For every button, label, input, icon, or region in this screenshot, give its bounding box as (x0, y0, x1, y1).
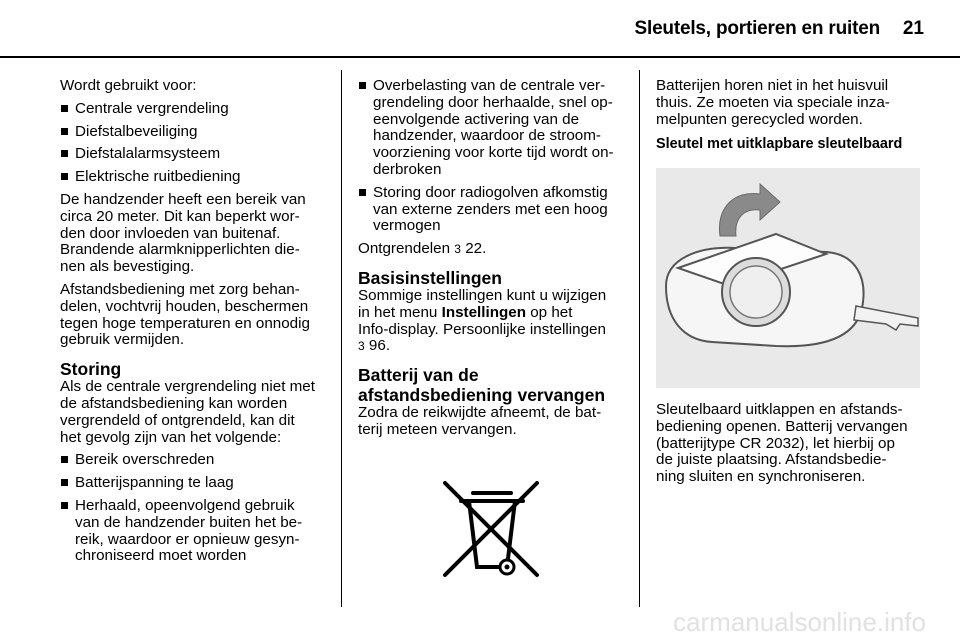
text-line: Herhaald, opeenvolgend gebruik (75, 496, 295, 514)
list-item-label: Bereik overschreden (75, 451, 215, 469)
bullet-icon (61, 128, 68, 135)
list-item-label: Diefstalalarmsysteem (75, 145, 221, 163)
list-item-label: Elektrische ruitbediening (75, 168, 241, 186)
storing-heading: Storing (60, 359, 122, 380)
text-line: Storing door radiogolven afkomstig (373, 183, 608, 201)
text-line: Overbelasting van de centrale ver- (373, 77, 606, 94)
text-line: derbroken (373, 160, 442, 178)
column-divider-2 (639, 70, 640, 607)
text-line: de juiste plaatsing. Afstandsbedie- (656, 451, 887, 469)
bullet-icon (61, 173, 68, 180)
page-ref-link[interactable]: 96. (368, 337, 391, 355)
folding-key-illustration (656, 168, 920, 388)
text-line: reik, waardoor er opnieuw gesyn- (75, 530, 300, 548)
text-line: melpunten gerecycled worden. (656, 110, 863, 128)
text-line: Sommige instellingen kunt u wijzigen (358, 286, 607, 304)
basis-heading: Basisinstellingen (358, 267, 502, 288)
text-line: vergrendeld of ontgrendeld, kan dit (60, 411, 295, 429)
column-3-lower (656, 402, 922, 492)
care-paragraph (60, 282, 326, 349)
intro-text: Wordt gebruikt voor: (60, 77, 197, 94)
battery-heading (358, 365, 624, 405)
page-ref-arrow-icon: 3 (454, 242, 461, 257)
list-item (60, 452, 326, 469)
ontgrendelen-ref (358, 241, 624, 258)
column-2 (358, 78, 624, 445)
text-line: De handzender heeft een bereik van (60, 190, 306, 208)
text-line: Sleutelbaard uitklappen en afstands- (656, 401, 903, 418)
text-line: delen, vochtvrij houden, beschermen (60, 297, 309, 315)
text-line: circa 20 meter. Dit kan beperkt wor- (60, 207, 300, 225)
text-line: eenvolgende activering van de (373, 110, 580, 128)
text-line: chroniseerd moet worden (75, 547, 247, 565)
list-item (60, 124, 326, 141)
text-line (358, 305, 624, 322)
text-line: het gevolg zijn van het volgende: (60, 428, 282, 446)
column-3 (656, 78, 922, 153)
list-item (60, 146, 326, 163)
text-line: voorziening voor korte tijd wordt on- (373, 144, 614, 162)
storing-paragraph (60, 379, 326, 446)
page-header (0, 0, 960, 40)
bullet-icon (359, 189, 366, 196)
list-item-label: Centrale vergrendeling (75, 99, 229, 117)
recycle-paragraph (656, 78, 922, 128)
text-fragment: in het menu (358, 303, 442, 321)
text-line: Brandende alarmknipperlichten die- (60, 241, 300, 259)
instructions-paragraph (656, 402, 922, 486)
page-number: 21 (902, 18, 924, 39)
text-line: Ontgrendelen (358, 240, 451, 258)
text-line: Afstandsbediening met zorg behan- (60, 280, 300, 298)
text-line: de afstandsbediening kan worden (60, 394, 288, 412)
bullet-icon (61, 479, 68, 486)
text-line: den door invloeden van buitenaf. (60, 224, 281, 242)
page-title: Sleutels, portieren en ruiten (634, 18, 880, 39)
battery-paragraph (358, 405, 624, 439)
bullet-icon (61, 105, 68, 112)
page-ref-link[interactable]: 22. (465, 240, 487, 258)
list-item (358, 78, 624, 179)
text-line: bediening openen. Batterij vervangen (656, 417, 908, 435)
text-line: vermogen (373, 217, 441, 235)
text-line: tegen hoge temperaturen en onnodig (60, 314, 310, 332)
list-item-label: Diefstalbeveiliging (75, 122, 198, 140)
text-line: Batterijen horen niet in het huisvuil (656, 77, 889, 94)
text-line: gebruik vermijden. (60, 331, 185, 349)
list-item (60, 498, 326, 565)
text-line: van externe zenders met een hoog (373, 200, 608, 218)
crossed-out-bin-icon (437, 475, 547, 585)
text-fragment: op het (525, 303, 573, 321)
range-paragraph (60, 192, 326, 276)
text-line: thuis. Ze moeten via speciale inza- (656, 93, 890, 111)
bullet-icon (359, 82, 366, 89)
subheading: Sleutel met uitklapbare sleutelbaard (656, 136, 903, 153)
list-item-label: Batterijspanning te laag (75, 474, 234, 492)
menu-name: Instellingen (441, 303, 526, 321)
text-line: grendeling door herhaalde, snel op- (373, 93, 613, 111)
text-line: (batterijtype CR 2032), let hierbij op (656, 434, 895, 452)
bullet-icon (61, 150, 68, 157)
list-item (60, 101, 326, 118)
text-line: Zodra de reikwijdte afneemt, de bat- (358, 404, 602, 422)
text-line: Info-display. Persoonlijke instellingen (358, 320, 606, 338)
header-rule (0, 56, 960, 58)
page-ref-arrow-icon: 3 (358, 339, 365, 354)
text-line: terij meteen vervangen. (358, 420, 517, 438)
bullet-icon (61, 502, 68, 509)
column-divider-1 (341, 70, 342, 607)
column-1 (60, 78, 326, 571)
bullet-icon (61, 456, 68, 463)
list-item (60, 169, 326, 186)
basis-paragraph (358, 288, 624, 355)
text-line: nen als bevestiging. (60, 258, 195, 276)
text-line (358, 338, 624, 355)
watermark: carmanualsonline.info (673, 607, 926, 637)
list-item (358, 185, 624, 235)
list-item (60, 475, 326, 492)
text-line: Batterij van de (358, 365, 479, 386)
text-line: van de handzender buiten het be- (75, 513, 303, 531)
text-line: afstandsbediening vervangen (358, 385, 606, 406)
text-line: Als de centrale vergrendeling niet met (60, 378, 315, 396)
text-line: handzender, waardoor de stroom- (373, 127, 601, 145)
text-line: ning sluiten en synchroniseren. (656, 468, 866, 486)
